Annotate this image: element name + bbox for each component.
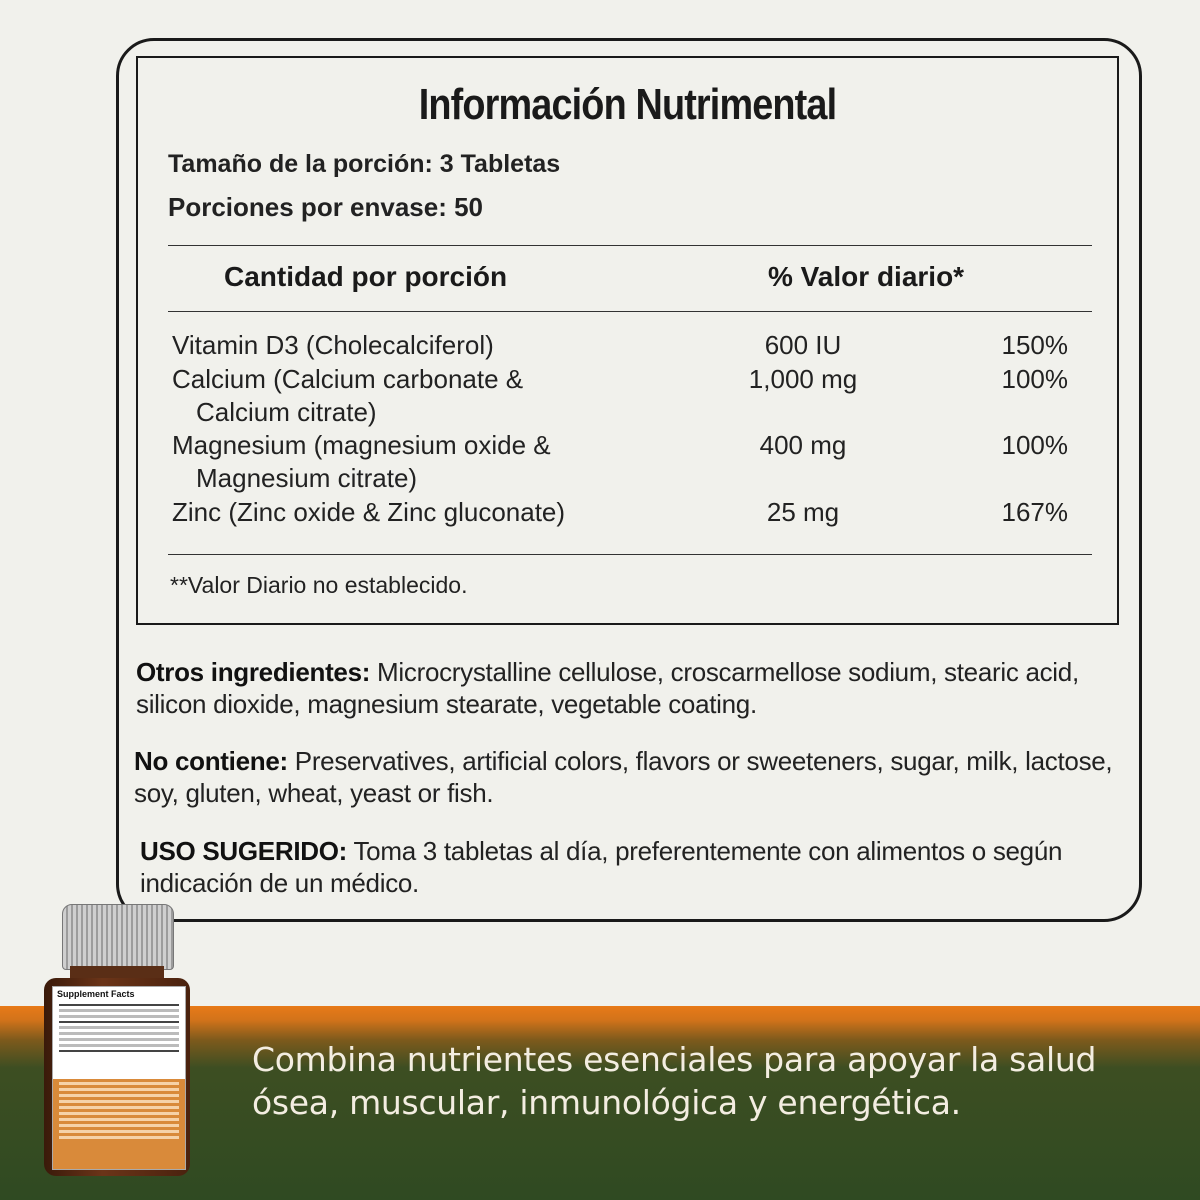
facts-title: Información Nutrimental: [418, 80, 837, 129]
divider: [168, 245, 1092, 246]
nutrient-name: Zinc (Zinc oxide & Zinc gluconate): [172, 497, 566, 527]
nutrient-daily-value: 100%: [1001, 364, 1068, 394]
suggested-use-label: USO SUGERIDO:: [140, 836, 348, 866]
suggested-use-text: Toma 3 tabletas al día, preferentemente con alimentos o según indicación de un médico.: [140, 836, 1063, 898]
nutrient-name: Calcium (Calcium carbonate & Calcium citrate): [172, 364, 524, 427]
footnote: **Valor Diario no establecido.: [170, 572, 468, 598]
free-of-text: Preservatives, artificial colors, flavors or sweeteners, sugar, milk, lactose, soy, gluten, wheat, yeast or fish.: [134, 746, 1113, 808]
free-of: [134, 745, 1124, 809]
serving-size: Tamaño de la porción: 3 Tabletas: [168, 150, 561, 178]
bottle-label: [52, 986, 186, 1170]
nutrient-amount: 1,000 mg: [748, 364, 858, 394]
nutrient-name: Vitamin D3 (Cholecalciferol): [172, 330, 494, 360]
divider: [168, 554, 1092, 555]
free-of-label: No contiene:: [134, 746, 288, 776]
product-bottle-image: [44, 904, 190, 1176]
nutrient-amount: 25 mg: [766, 497, 840, 527]
nutrient-amount: 600 IU: [764, 330, 842, 360]
nutrition-facts-panel: [136, 56, 1119, 625]
bottle-cap: [62, 904, 174, 970]
servings-per-container: Porciones por envase: 50: [168, 192, 484, 222]
header-amount-per-serving: Cantidad por porción: [224, 261, 508, 292]
other-ingredients-text: Microcrystalline cellulose, croscarmellose sodium, stearic acid, silicon dioxide, magnesium stearate, vegetable coating.: [136, 657, 1079, 719]
header-daily-value: % Valor diario*: [768, 261, 965, 292]
suggested-use: [140, 835, 1130, 899]
nutrient-name: Magnesium (magnesium oxide & Magnesium citrate): [172, 430, 551, 493]
nutrient-amount: 400 mg: [759, 430, 847, 460]
banner-tagline: Combina nutrientes esenciales para apoyar la salud ósea, muscular, inmunológica y energética.: [252, 1040, 1097, 1122]
nutrient-daily-value: 150%: [1001, 330, 1068, 360]
nutrient-daily-value: 100%: [1001, 430, 1068, 460]
nutrient-daily-value: 167%: [1001, 497, 1068, 527]
bottle-label-title: Supplement Facts: [57, 989, 135, 999]
other-ingredients-label: Otros ingredientes:: [136, 657, 371, 687]
other-ingredients: [136, 656, 1126, 720]
divider: [168, 311, 1092, 312]
